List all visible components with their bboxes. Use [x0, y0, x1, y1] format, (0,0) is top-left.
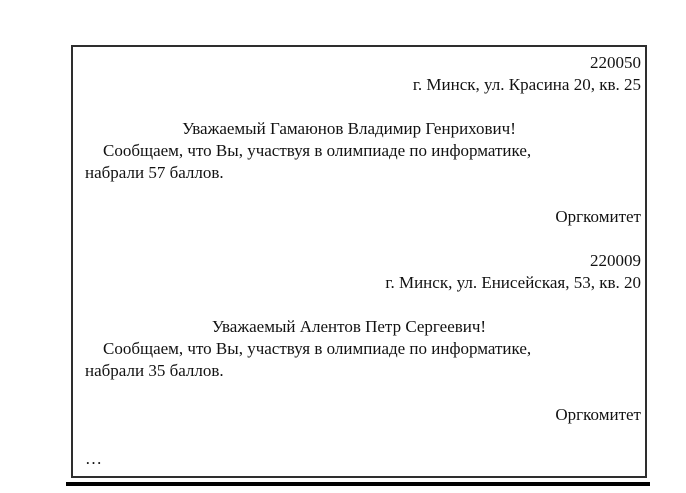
blank-line — [85, 96, 641, 118]
postal-code: 220009 — [590, 251, 641, 270]
blank-line — [85, 382, 641, 404]
address-line: г. Минск, ул. Красина 20, кв. 25 — [412, 75, 641, 94]
blank-line — [85, 426, 641, 448]
continuation-ellipsis: … — [85, 449, 102, 468]
body-line-2: набрали 35 баллов. — [85, 361, 224, 380]
address-line: г. Минск, ул. Енисейская, 53, кв. 20 — [385, 273, 641, 292]
body-line-1: Сообщаем, что Вы, участвуя в олимпиаде по информатике, — [103, 141, 532, 160]
greeting-line: Уважаемый Гамаюнов Владимир Генрихович! — [182, 119, 516, 138]
blank-line — [85, 228, 641, 250]
body-line-2: набрали 57 баллов. — [85, 163, 224, 182]
blank-line — [85, 294, 641, 316]
body-line-1: Сообщаем, что Вы, участвуя в олимпиаде по информатике, — [103, 339, 532, 358]
postal-code: 220050 — [590, 53, 641, 72]
document-frame — [71, 45, 647, 478]
blank-line — [85, 184, 641, 206]
signature-line: Оргкомитет — [555, 207, 641, 226]
greeting-line: Уважаемый Алентов Петр Сергеевич! — [211, 317, 487, 336]
page-bottom-edge — [66, 482, 650, 486]
signature-line: Оргкомитет — [555, 405, 641, 424]
letter-2 — [85, 250, 641, 426]
letter-1 — [85, 52, 641, 228]
